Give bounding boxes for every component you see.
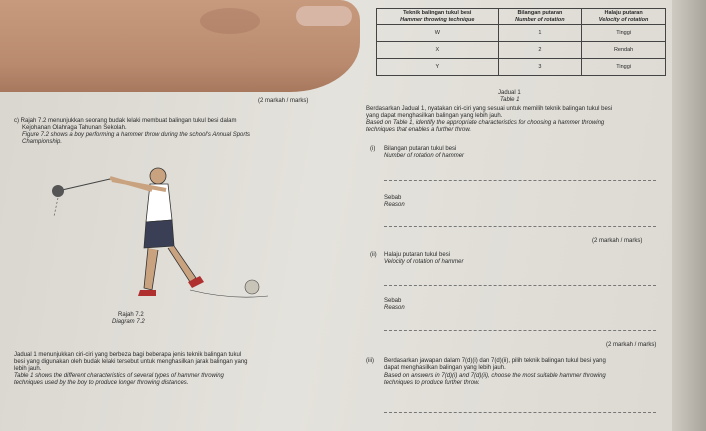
part-iii-english-2: techniques to produce further throw. — [384, 380, 480, 386]
hammer-throw-illustration — [40, 150, 270, 310]
table-cell: 3 — [498, 59, 582, 76]
marks-label: (2 markah / marks) — [606, 342, 657, 348]
table-cell: X — [377, 42, 499, 59]
reason-label: Reason — [384, 305, 405, 311]
sebab-label: Sebab — [384, 195, 402, 201]
part-i-malay: Bilangan putaran tukul besi — [384, 146, 457, 152]
table-row — [377, 42, 666, 59]
intro-english-1: Based on Table 1, identify the appropriate characteristics for choosing a hammer throwing — [366, 120, 605, 126]
paragraph-english-2: techniques used by the boy to produce longer throwing distances. — [14, 380, 189, 386]
table-1 — [376, 8, 666, 76]
figure-label-malay: Rajah 7.2 — [118, 312, 144, 318]
paragraph-malay-1: Jadual 1 menunjukkan ciri-ciri yang berbeza bagi beberapa jenis teknik balingan tukul — [14, 352, 242, 358]
answer-line[interactable] — [384, 226, 656, 227]
answer-line[interactable] — [384, 180, 656, 181]
part-iii-english-1: Based on answers in 7(d)(i) and 7(d)(ii), choose the most suitable hammer throwing — [384, 373, 606, 379]
sebab-label: Sebab — [384, 298, 402, 304]
part-iii-number: (iii) — [366, 358, 374, 364]
hand-photo — [0, 0, 360, 92]
part-ii-english: Velocity of rotation of hammer — [384, 259, 464, 265]
intro-malay-2: yang dapat menghasilkan balingan yang lebih jauh. — [366, 113, 503, 119]
question-c-malay-2: Kejohanan Olahraga Tahunan Sekolah. — [22, 125, 127, 131]
paragraph-malay-2: besi yang digunakan oleh budak lelaki tersebut untuk menghasilkan jarak balingan yang — [14, 359, 248, 365]
reason-label: Reason — [384, 202, 405, 208]
table-row — [377, 25, 666, 42]
table-caption-english: Table 1 — [500, 97, 520, 103]
thumb-nail — [296, 6, 352, 26]
marks-label: (2 markah / marks) — [592, 238, 643, 244]
table-cell: Tinggi — [582, 59, 666, 76]
table-cell: Tinggi — [582, 25, 666, 42]
paragraph-malay-3: lebih jauh. — [14, 366, 42, 372]
question-c-malay: c) Rajah 7.2 menunjukkan seorang budak lelaki membuat balingan tukul besi dalam — [14, 118, 237, 124]
question-c-english-2: Championship. — [22, 139, 63, 145]
question-c-english: Figure 7.2 shows a boy performing a hammer throw during the school's Annual Sports — [22, 132, 251, 138]
answer-line[interactable] — [384, 412, 656, 413]
part-iii-malay-1: Berdasarkan jawapan dalam 7(d)(i) dan 7(d)(ii), pilih teknik balingan tukul besi yang — [384, 358, 606, 364]
table-caption-malay: Jadual 1 — [498, 90, 521, 96]
table-header-technique: Teknik balingan tukul besi Hammer throwing technique — [377, 9, 499, 25]
table-cell: Rendah — [582, 42, 666, 59]
answer-line[interactable] — [384, 285, 656, 286]
hand-knuckle — [200, 8, 260, 34]
table-cell: 2 — [498, 42, 582, 59]
paragraph-english-1: Table 1 shows the different characteristics of several types of hammer throwing — [14, 373, 224, 379]
table-row — [377, 59, 666, 76]
table-cell: 1 — [498, 25, 582, 42]
answer-line[interactable] — [384, 330, 656, 331]
table-cell: W — [377, 25, 499, 42]
table-header-rotation-velocity: Halaju putaran Velocity of rotation — [582, 9, 666, 25]
part-ii-malay: Halaju putaran tukul besi — [384, 252, 451, 258]
part-i-english: Number of rotation of hammer — [384, 153, 465, 159]
page-edge — [672, 0, 706, 431]
part-ii-number: (ii) — [370, 252, 377, 258]
table-cell: Y — [377, 59, 499, 76]
part-iii-malay-2: dapat menghasilkan balingan yang lebih jauh. — [384, 365, 506, 371]
table-header-rotation-count: Bilangan putaran Number of rotation — [498, 9, 582, 25]
intro-english-2: techniques that enables a further throw. — [366, 127, 472, 133]
figure-label-english: Diagram 7.2 — [112, 319, 145, 325]
intro-malay-1: Berdasarkan Jadual 1, nyatakan ciri-ciri yang sesuai untuk memilih teknik balingan tukul besi — [366, 106, 613, 112]
marks-label: (2 markah / marks) — [258, 98, 309, 104]
part-i-number: (i) — [370, 146, 376, 152]
